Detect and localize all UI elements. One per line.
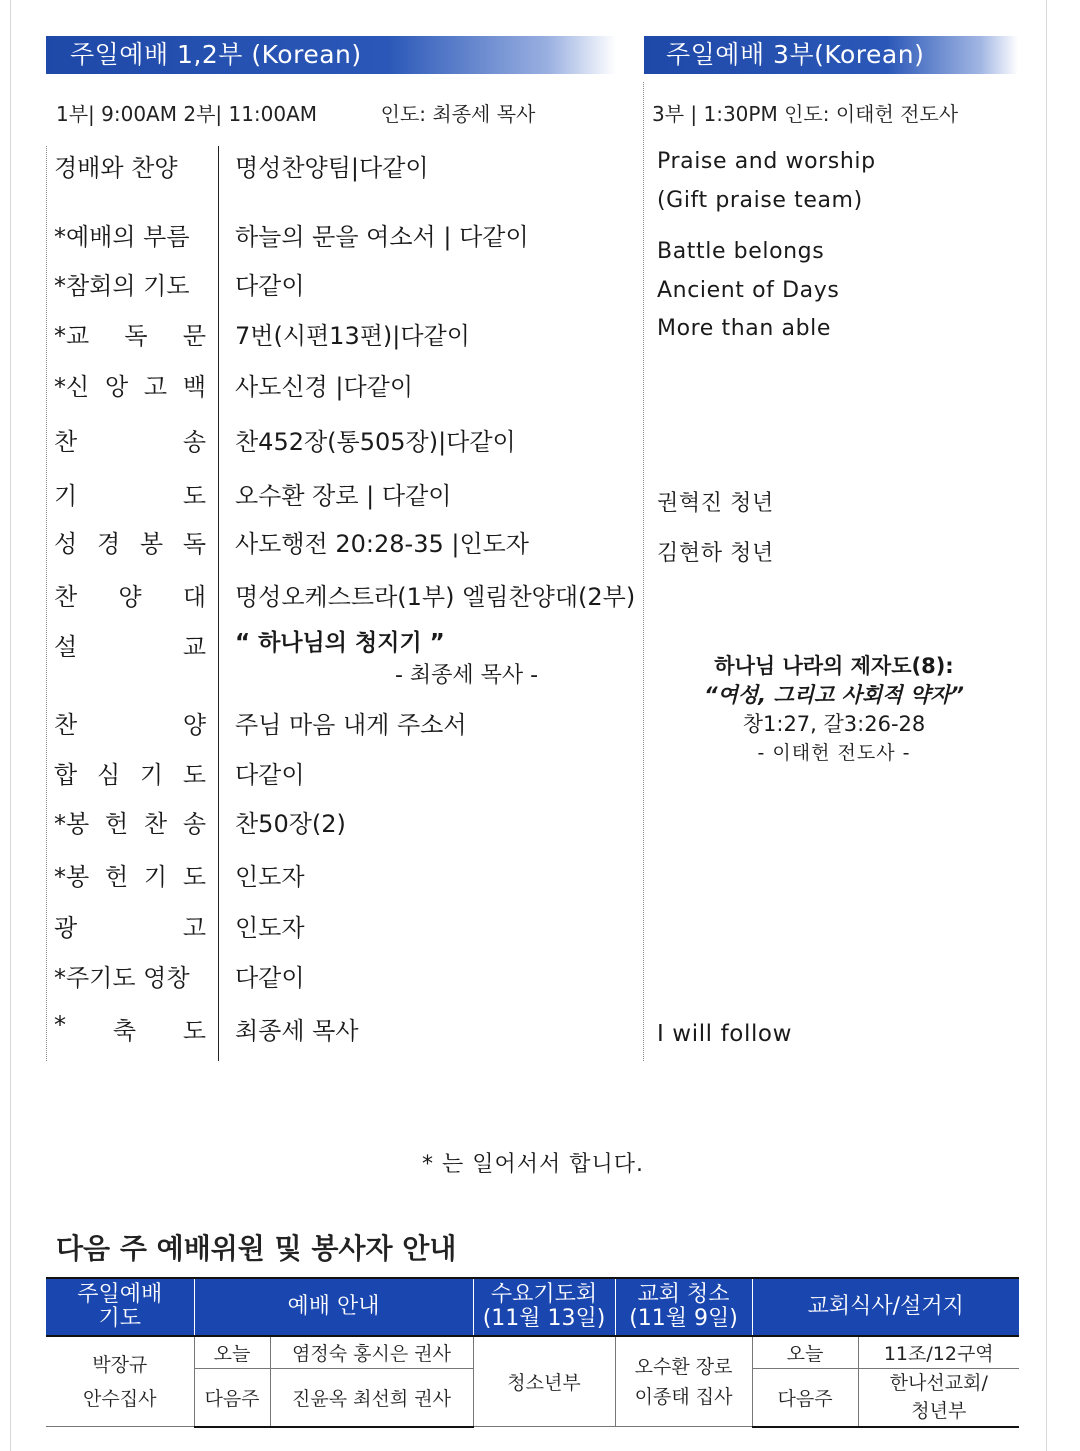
order-value: 인도자 <box>235 914 305 942</box>
order-label: 경배와 찬양 <box>54 154 178 182</box>
cleaning-name-1: 오수환 장로 <box>634 1355 733 1378</box>
order-value: 명성찬양팀|다같이 <box>235 154 429 182</box>
order-value: 다같이 <box>235 761 305 789</box>
volunteer-table <box>46 1277 1019 1428</box>
sermon-scripture: 창1:27, 갈3:26-28 <box>742 712 926 736</box>
order-value: “ 하나님의 청지기 ” <box>235 630 445 656</box>
order-label: 기 도 <box>54 482 206 510</box>
wednesday-team: 청소년부 <box>473 1336 615 1427</box>
order-label: 광 고 <box>54 914 206 942</box>
order-value: 찬50장(2) <box>235 810 346 838</box>
meal-today-label: 오늘 <box>752 1336 858 1369</box>
sermon-series: 하나님 나라의 제자도(8): <box>714 654 954 678</box>
prayer-name: 박장규 <box>92 1353 148 1376</box>
order-label: 성 경 봉 독 <box>54 530 206 558</box>
order-label: 찬 양 <box>54 711 206 739</box>
song-ancient-of-days: Ancient of Days <box>657 278 840 303</box>
order-value: 사도행전 20:28-35 |인도자 <box>235 530 529 558</box>
meal-next-line-1: 한나선교회/ <box>889 1372 988 1395</box>
meal-next <box>858 1369 1019 1427</box>
order-label: 설 교 <box>54 633 206 661</box>
sunday-prayer-names <box>46 1336 194 1427</box>
order-value: 인도자 <box>235 863 305 891</box>
sermon-preacher-left: - 최종세 목사 - <box>395 663 539 688</box>
order-value: 오수환 장로 | 다같이 <box>235 482 452 510</box>
service-3-prayer: 권혁진 청년 <box>657 491 774 516</box>
header-cleaning: 교회 청소 (11월 9일) <box>615 1278 752 1336</box>
order-label: 찬 양 대 <box>54 583 206 611</box>
service-3-reading: 김현하 청년 <box>657 541 774 566</box>
guide-next-label: 다음주 <box>194 1369 270 1427</box>
sermon-title: “여성, 그리고 사회적 약자” <box>704 683 964 707</box>
order-label: *참회의 기도 <box>54 272 190 300</box>
header-meal: 교회식사/설거지 <box>752 1278 1019 1336</box>
service-1-2-header: 주일예배 1,2부 (Korean) <box>46 36 616 74</box>
meal-today: 11조/12구역 <box>858 1336 1019 1369</box>
order-label: *봉 헌 기 도 <box>54 863 206 891</box>
order-label: *주기도 영창 <box>54 964 190 992</box>
sermon-preacher: - 이태헌 전도사 - <box>757 742 911 764</box>
order-label: *교 독 문 <box>54 322 206 350</box>
guide-next: 진윤옥 최선희 권사 <box>270 1369 473 1427</box>
praise-team: (Gift praise team) <box>657 188 863 213</box>
order-value: 주님 마음 내게 주소서 <box>235 711 467 739</box>
left-column-edge <box>46 146 47 1061</box>
service-3-header: 주일예배 3부(Korean) <box>644 36 1018 74</box>
order-label: *예배의 부름 <box>54 223 190 251</box>
order-value: 다같이 <box>235 964 305 992</box>
order-value: 사도신경 |다같이 <box>235 373 414 401</box>
song-battle-belongs: Battle belongs <box>657 239 825 264</box>
order-label: * 축 도 <box>54 1011 206 1045</box>
order-value: 하늘의 문을 여소서 | 다같이 <box>235 223 529 251</box>
page-edge-left <box>10 0 11 1451</box>
closing-song: I will follow <box>657 1021 793 1047</box>
song-more-than-able: More than able <box>657 316 832 341</box>
service-1-2-times: 1부| 9:00AM 2부| 11:00AM 인도: 최종세 목사 <box>56 102 536 126</box>
order-value: 찬452장(통505장)|다같이 <box>235 428 516 456</box>
order-label: 합 심 기 도 <box>54 761 206 789</box>
header-wednesday-prayer: 수요기도회 (11월 13일) <box>473 1278 615 1336</box>
column-divider <box>643 82 644 1061</box>
cleaning-name-2: 이종태 집사 <box>634 1385 733 1408</box>
next-week-title: 다음 주 예배위원 및 봉사자 안내 <box>56 1232 457 1265</box>
order-label: *봉 헌 찬 송 <box>54 810 206 838</box>
order-label: 찬 송 <box>54 428 206 456</box>
order-divider <box>218 146 219 1061</box>
praise-title: Praise and worship <box>657 149 876 174</box>
header-sunday-prayer: 주일예배 기도 <box>46 1278 194 1336</box>
order-value: 7번(시편13편)|다같이 <box>235 322 470 350</box>
order-label: *신 앙 고 백 <box>54 373 206 401</box>
meal-next-line-2: 청년부 <box>911 1400 967 1423</box>
header-worship-guide: 예배 안내 <box>194 1278 473 1336</box>
prayer-title: 안수집사 <box>83 1387 157 1410</box>
order-value: 명성오케스트라(1부) 엘림찬양대(2부) <box>235 583 636 611</box>
cleaning-team <box>615 1336 752 1427</box>
order-value: 최종세 목사 <box>235 1017 359 1045</box>
standing-note: * 는 일어서서 합니다. <box>422 1152 644 1177</box>
service-3-times: 3부 | 1:30PM 인도: 이태헌 전도사 <box>652 102 959 126</box>
guide-today: 염정숙 홍시은 권사 <box>270 1336 473 1369</box>
guide-today-label: 오늘 <box>194 1336 270 1369</box>
order-value: 다같이 <box>235 272 305 300</box>
page-edge-right <box>1046 0 1047 1451</box>
meal-next-label: 다음주 <box>752 1369 858 1427</box>
